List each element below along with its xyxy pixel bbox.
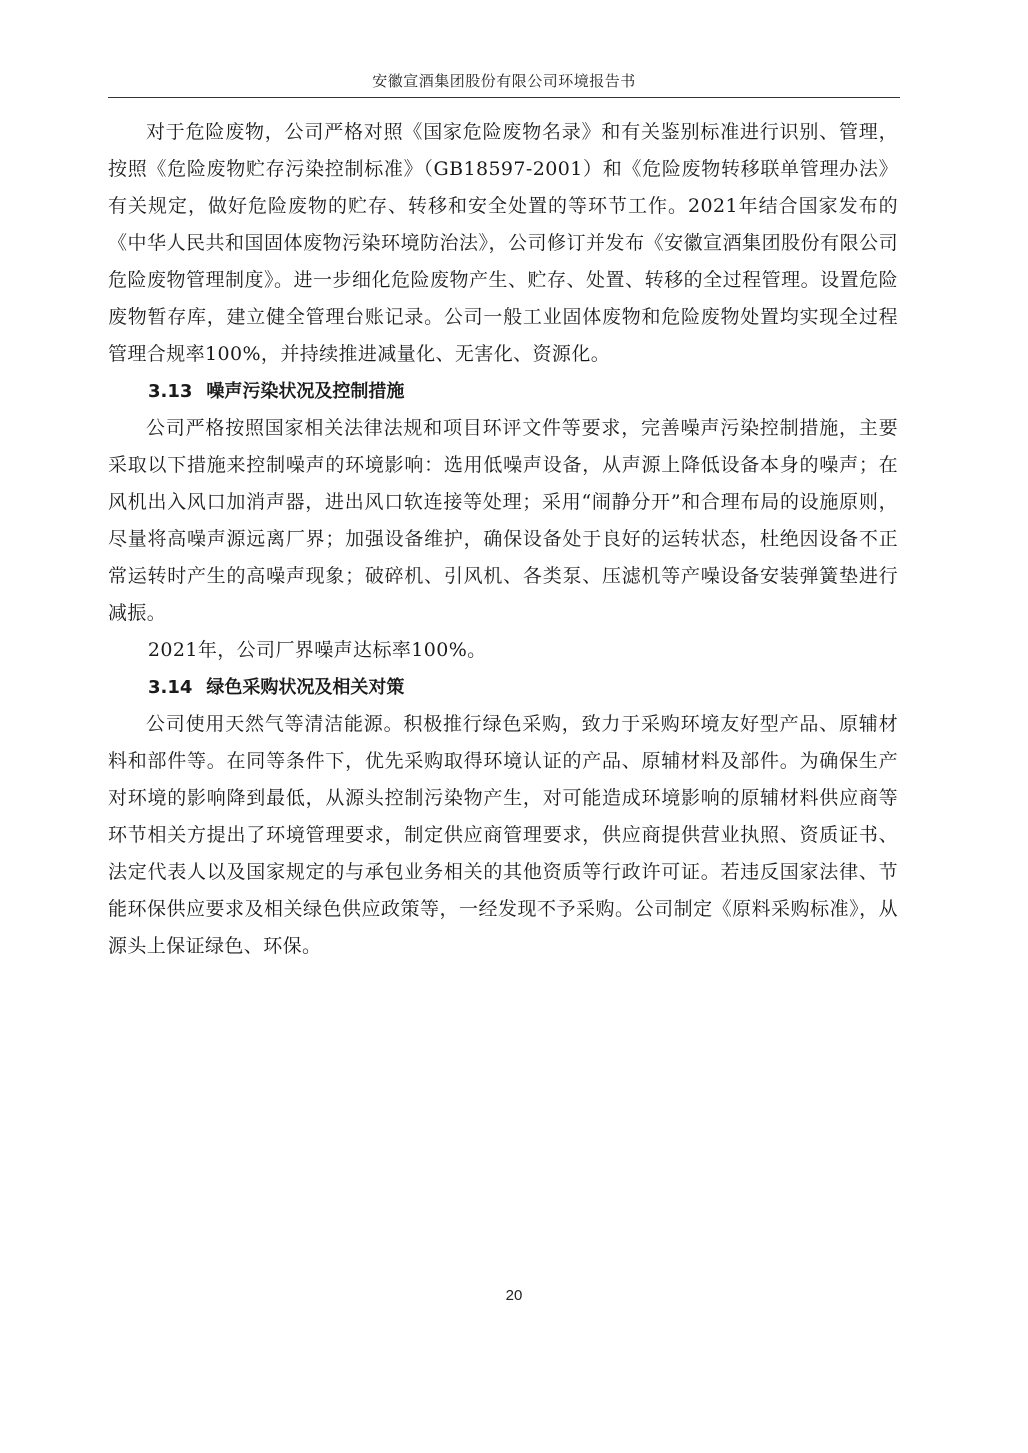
paragraph-hazardous-waste: 对于危险废物，公司严格对照《国家危险废物名录》和有关鉴别标准进行识别、管理，按照《危险废物贮存污染控制标准》（GB18597-2001）和《危险废物转移联单管理办法》有关规定，做好危险废物的贮存、转移和安全处置的等环节工作。2021年结合国家发布的《中华人民共和国固体废物污染环境防治法》，公司修订并发布《安徽宣酒集团股份有限公司危险废物管理制度》。进一步细化危险废物产生、贮存、处置、转移的全过程管理。设置危险废物暂存库，建立健全管理台账记录。公司一般工业固体废物和危险废物处置均实现全过程管理合规率100%，并持续推进减量化、无害化、资源化。: [108, 121, 898, 365]
section-title: 绿色采购状况及相关对策: [206, 677, 405, 698]
section-title: 噪声污染状况及控制措施: [206, 381, 405, 402]
section-heading-3-14: [108, 669, 898, 706]
section-number: 3.13: [148, 381, 193, 402]
running-header: 安徽宣酒集团股份有限公司环境报告书: [372, 72, 636, 90]
paragraph-noise-result: 2021年，公司厂界噪声达标率100%。: [147, 639, 487, 661]
section-heading-3-13: [108, 373, 898, 410]
header-divider: [108, 97, 900, 98]
page-number: 20: [505, 1287, 523, 1304]
paragraph-noise-control: 公司严格按照国家相关法律法规和项目环评文件等要求，完善噪声污染控制措施，主要采取以下措施来控制噪声的环境影响：选用低噪声设备，从声源上降低设备本身的噪声；在风机出入风口加消声器，进出风口软连接等处理；采用“闹静分开”和合理布局的设施原则，尽量将高噪声源远离厂界；加强设备维护，确保设备处于良好的运转状态，杜绝因设备不正常运转时产生的高噪声现象；破碎机、引风机、各类泵、压滤机等产噪设备安装弹簧垫进行减振。: [108, 417, 898, 624]
section-number: 3.14: [148, 677, 193, 698]
paragraph-green-procurement: 公司使用天然气等清洁能源。积极推行绿色采购，致力于采购环境友好型产品、原辅材料和部件等。在同等条件下，优先采购取得环境认证的产品、原辅材料及部件。为确保生产对环境的影响降到最低，从源头控制污染物产生，对可能造成环境影响的原辅材料供应商等环节相关方提出了环境管理要求，制定供应商管理要求，供应商提供营业执照、资质证书、法定代表人以及国家规定的与承包业务相关的其他资质等行政许可证。若违反国家法律、节能环保供应要求及相关绿色供应政策等，一经发现不予采购。公司制定《原料采购标准》，从源头上保证绿色、环保。: [108, 713, 898, 957]
page-body: [108, 114, 898, 965]
